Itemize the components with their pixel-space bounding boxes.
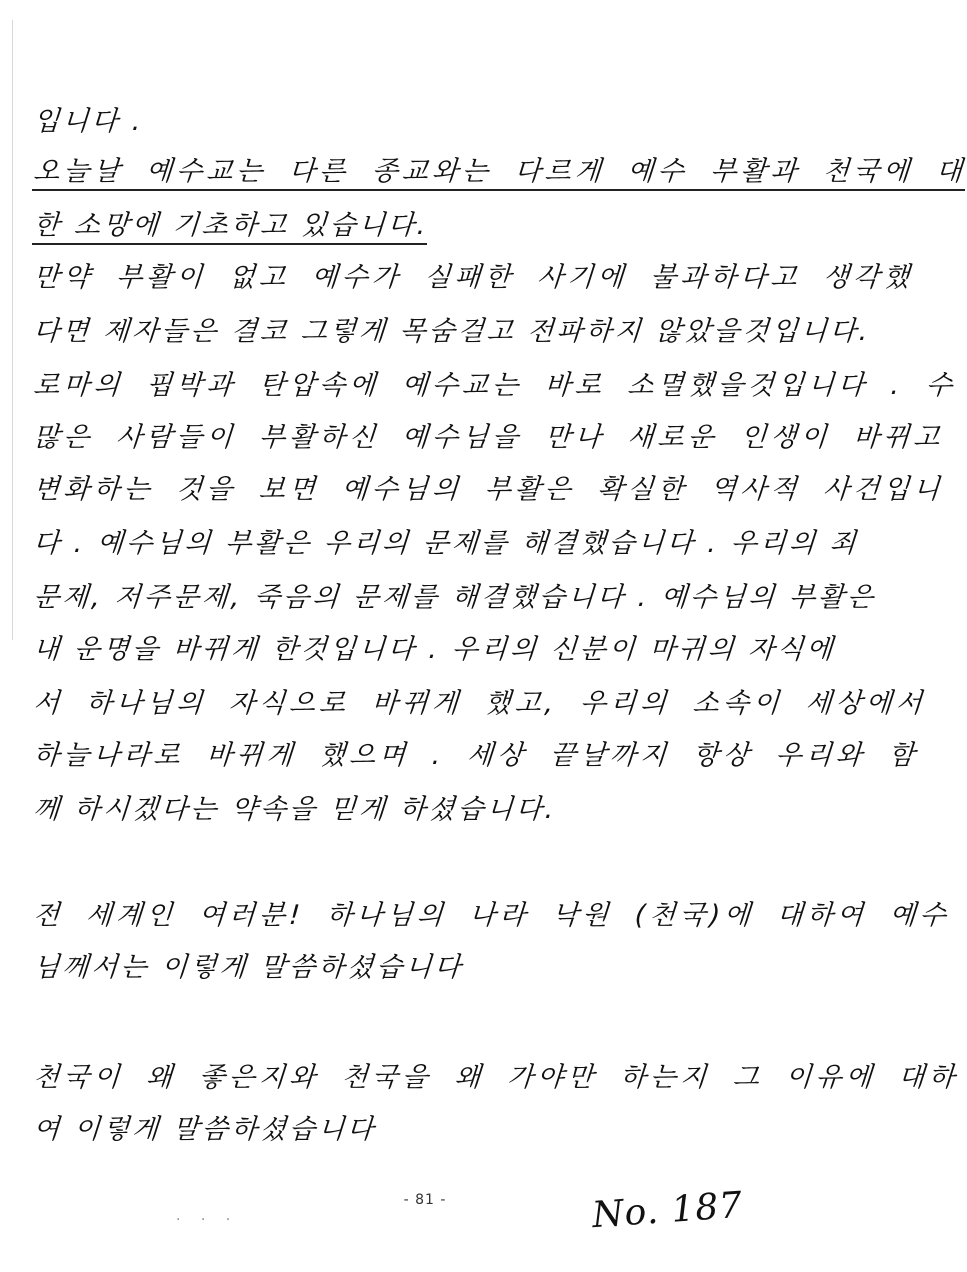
text-line: 여 이렇게 말씀하셨습니다 bbox=[32, 1114, 378, 1145]
text-line: 서 하나님의 자식으로 바뀌게 했고, 우리의 소속이 세상에서 bbox=[32, 688, 928, 719]
text-line: 께 하시겠다는 약속을 믿게 하셨습니다. bbox=[32, 794, 558, 825]
page-edge-line bbox=[12, 20, 13, 640]
text-line: 만약 부활이 없고 예수가 실패한 사기에 불과하다고 생각했 bbox=[32, 262, 915, 293]
text-line: 문제, 저주문제, 죽음의 문제를 해결했습니다 . 예수님의 부활은 bbox=[32, 582, 878, 613]
text-line: 입니다 . bbox=[32, 106, 145, 137]
text-line: 하늘나라로 바뀌게 했으며 . 세상 끝날까지 항상 우리와 함 bbox=[32, 740, 920, 771]
underlined-text: 오늘날 예수교는 다른 종교와는 다르게 예수 부활과 천국에 대 bbox=[32, 156, 967, 191]
text-line: 천국이 왜 좋은지와 천국을 왜 가야만 하는지 그 이유에 대하 bbox=[32, 1062, 960, 1093]
text-line: 다면 제자들은 결코 그렇게 목숨걸고 전파하지 않았을것입니다. bbox=[32, 316, 872, 347]
text-line: 로마의 핍박과 탄압속에 예수교는 바로 소멸했을것입니다 . 수 bbox=[32, 370, 958, 401]
text-line-wrap bbox=[32, 208, 815, 244]
handwritten-document-number: No. 187 bbox=[590, 1184, 745, 1237]
underlined-text: 한 소망에 기초하고 있습니다. bbox=[32, 210, 430, 245]
margin-marks: . . . bbox=[176, 1208, 239, 1224]
text-line: 변화하는 것을 보면 예수님의 부활은 확실한 역사적 사건입니 bbox=[32, 474, 945, 505]
text-line: 다 . 예수님의 부활은 우리의 문제를 해결했습니다 . 우리의 죄 bbox=[32, 528, 860, 559]
text-line: 전 세계인 여러분! 하나님의 나라 낙원 (천국)에 대하여 예수 bbox=[32, 900, 951, 931]
text-line: 내 운명을 바뀌게 한것입니다 . 우리의 신분이 마귀의 자식에 bbox=[32, 634, 837, 665]
text-line: 많은 사람들이 부활하신 예수님을 만나 새로운 인생이 바뀌고 bbox=[32, 422, 945, 453]
text-line-wrap bbox=[32, 154, 967, 190]
page-number: - 81 - bbox=[403, 1192, 447, 1208]
text-line: 님께서는 이렇게 말씀하셨습니다 bbox=[32, 952, 465, 983]
